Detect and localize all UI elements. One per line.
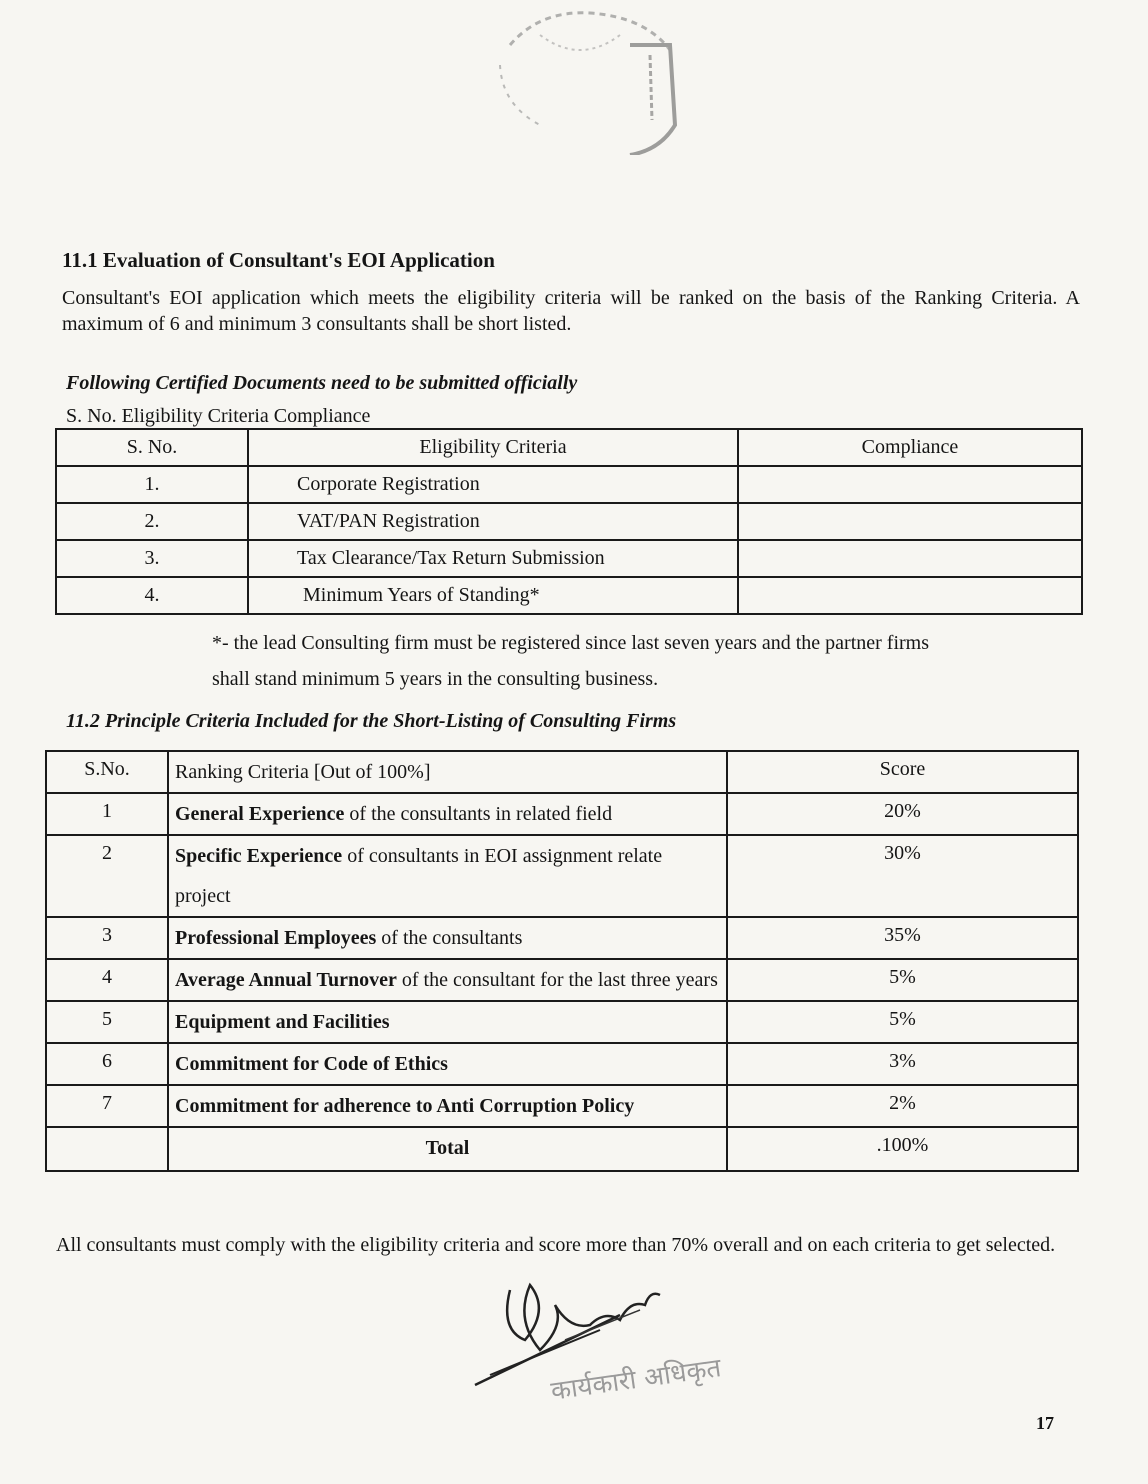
- row-score: 5%: [727, 959, 1078, 1001]
- row-criteria: [168, 959, 727, 1001]
- header-sno: S. No.: [56, 429, 248, 466]
- header-sno: S.No.: [46, 751, 168, 793]
- criteria-bold: Average Annual Turnover: [175, 969, 397, 991]
- seal-stamp: [480, 5, 690, 155]
- criteria-bold: Equipment and Facilities: [175, 1011, 390, 1033]
- table-row: [56, 540, 1082, 577]
- intro-paragraph: Consultant's EOI application which meets the eligibility criteria will be ranked on the basis of the Ranking Criteria. A maximum of 6 and minimum 3 consultants shall be short listed.: [62, 287, 1080, 335]
- header-ranking-criteria: Ranking Criteria [Out of 100%]: [168, 751, 727, 793]
- criteria-bold: Commitment for Code of Ethics: [175, 1053, 448, 1075]
- section-heading-11-2: 11.2 Principle Criteria Included for the Short-Listing of Consulting Firms: [66, 710, 677, 732]
- table-row: [56, 577, 1082, 614]
- table-row: [46, 1085, 1078, 1127]
- table-row: [46, 959, 1078, 1001]
- row-sno: 6: [46, 1043, 168, 1085]
- row-criteria: [168, 1085, 727, 1127]
- criteria-rest: of the consultants in related field: [344, 803, 613, 825]
- criteria-rest: of the consultant for the last three years: [396, 969, 718, 991]
- row-score: 20%: [727, 793, 1078, 835]
- footnote-line-1: *- the lead Consulting firm must be registered since last seven years and the partner firms: [212, 632, 930, 654]
- row-compliance: [738, 577, 1082, 614]
- row-compliance: [738, 540, 1082, 577]
- table-header-row: [46, 751, 1078, 793]
- row-criteria: VAT/PAN Registration: [248, 503, 738, 540]
- table-row: [46, 1001, 1078, 1043]
- row-compliance: [738, 466, 1082, 503]
- row-sno: 3.: [56, 540, 248, 577]
- row-score: 35%: [727, 917, 1078, 959]
- table-row: [56, 466, 1082, 503]
- row-criteria: [168, 1001, 727, 1043]
- total-score: .100%: [727, 1127, 1078, 1171]
- row-score: 3%: [727, 1043, 1078, 1085]
- row-criteria: [168, 793, 727, 835]
- table-row: [46, 1043, 1078, 1085]
- row-sno: 3: [46, 917, 168, 959]
- section-heading-11-1: 11.1 Evaluation of Consultant's EOI Application: [62, 248, 495, 272]
- stamp-text: कार्यकारी अधिकृत: [549, 1353, 724, 1407]
- total-row: [46, 1127, 1078, 1171]
- criteria-bold: Commitment for adherence to Anti Corruption Policy: [175, 1095, 635, 1117]
- row-sno: 2: [46, 835, 168, 917]
- row-score: 2%: [727, 1085, 1078, 1127]
- header-criteria: Eligibility Criteria: [248, 429, 738, 466]
- row-sno: 1.: [56, 466, 248, 503]
- row-sno: 7: [46, 1085, 168, 1127]
- row-sno: 2.: [56, 503, 248, 540]
- table-row: [56, 503, 1082, 540]
- row-criteria: [168, 835, 727, 917]
- criteria-bold: Specific Experience: [175, 845, 343, 867]
- table-row: [46, 917, 1078, 959]
- eligibility-table: [55, 428, 1083, 615]
- table-row: [46, 835, 1078, 917]
- page-number: 17: [1036, 1413, 1054, 1433]
- row-criteria: [168, 917, 727, 959]
- certified-docs-heading: Following Certified Documents need to be submitted officially: [66, 372, 578, 394]
- row-score: 5%: [727, 1001, 1078, 1043]
- closing-paragraph: All consultants must comply with the eligibility criteria and score more than 70% overall and on each criteria to get selected.: [56, 1234, 1056, 1256]
- row-criteria: Minimum Years of Standing*: [248, 577, 738, 614]
- row-compliance: [738, 503, 1082, 540]
- criteria-bold: General Experience: [175, 803, 345, 825]
- row-sno: 4.: [56, 577, 248, 614]
- criteria-rest: of consultants in EOI assignment relate project: [175, 845, 663, 907]
- row-criteria: [168, 1043, 727, 1085]
- ranking-table: [45, 750, 1079, 1172]
- row-criteria: Tax Clearance/Tax Return Submission: [248, 540, 738, 577]
- row-criteria: Corporate Registration: [248, 466, 738, 503]
- table-row: [46, 793, 1078, 835]
- criteria-bold: Professional Employees: [175, 927, 377, 949]
- table1-caption: S. No. Eligibility Criteria Compliance: [66, 405, 371, 427]
- row-sno: 4: [46, 959, 168, 1001]
- total-label: Total: [168, 1127, 727, 1171]
- total-sno-empty: [46, 1127, 168, 1171]
- footnote-line-2: shall stand minimum 5 years in the consulting business.: [212, 668, 659, 690]
- signature-block: [470, 1270, 740, 1430]
- row-sno: 1: [46, 793, 168, 835]
- row-sno: 5: [46, 1001, 168, 1043]
- criteria-rest: of the consultants: [376, 927, 523, 949]
- row-score: 30%: [727, 835, 1078, 917]
- table-header-row: [56, 429, 1082, 466]
- header-compliance: Compliance: [738, 429, 1082, 466]
- header-score: Score: [727, 751, 1078, 793]
